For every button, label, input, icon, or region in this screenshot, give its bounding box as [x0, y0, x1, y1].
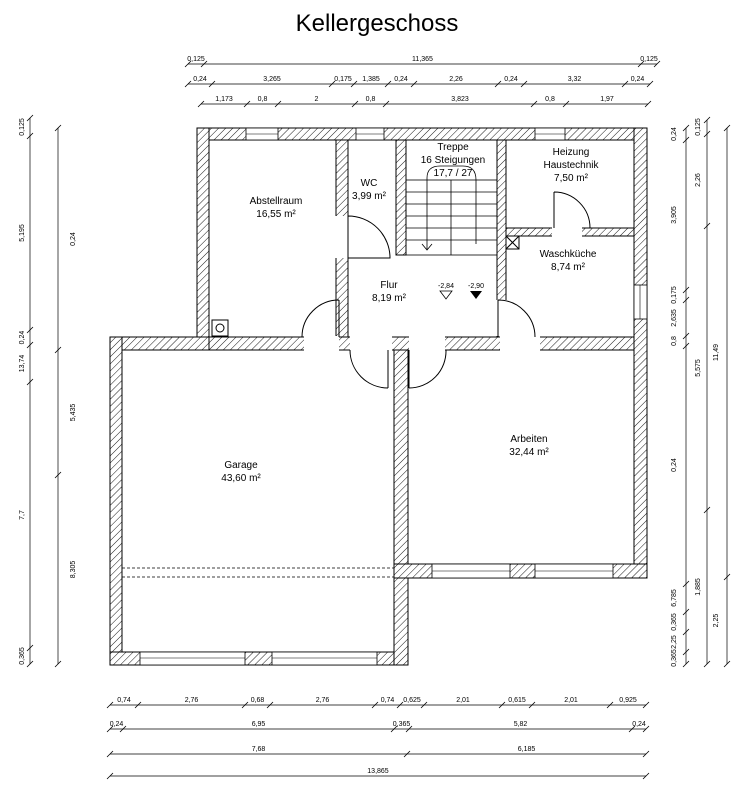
- dim-label-left2: 5,435: [70, 403, 77, 422]
- dim-label-left1: 7,7: [19, 510, 26, 520]
- window-garage-2: [272, 652, 377, 665]
- dim-label-right1: 2,635: [671, 309, 678, 327]
- room-arbeiten-name: Arbeiten: [510, 434, 548, 445]
- room-waschkueche-area: 8,74 m²: [551, 262, 585, 273]
- dim-label-bottom1: 0,615: [508, 697, 526, 704]
- dim-label-right3: 11,49: [713, 344, 720, 361]
- room-garage-area: 43,60 m²: [221, 473, 261, 484]
- room-heizung-name2: Haustechnik: [543, 160, 599, 171]
- dim-label-bottom1: 2,01: [564, 697, 578, 704]
- dim-label-bottom1: 2,01: [456, 697, 470, 704]
- wall-wc-treppe: [396, 140, 406, 255]
- dim-label-left1: 0,24: [19, 330, 26, 345]
- dim-label-right2: 1,885: [695, 578, 702, 596]
- stairs: [406, 166, 497, 255]
- dim-label-bottom1: 2,76: [184, 697, 199, 704]
- room-arbeiten-area: 32,44 m²: [509, 447, 549, 458]
- dim-label-bottom2: 5,82: [513, 721, 528, 728]
- room-treppe-name: Treppe: [437, 142, 469, 153]
- dim-label-bottom2: 0,24: [632, 721, 646, 728]
- dim-label-left1: 13,74: [19, 354, 26, 373]
- dim-label-bottom2: 0,365: [392, 721, 411, 728]
- wall-notch-top: [110, 337, 209, 350]
- dim-label-bottom2: 0,24: [109, 721, 124, 728]
- dim-label-top3: 2: [314, 96, 319, 103]
- dim-label-top3: 0,8: [365, 96, 376, 103]
- dim-label-left2: 0,24: [70, 232, 77, 246]
- dim-label-bottom1: 0,74: [380, 697, 395, 704]
- dim-label-top2: 3,32: [567, 76, 582, 83]
- room-treppe-ratio: 17,7 / 27: [433, 168, 473, 179]
- room-heizung-area: 7,50 m²: [554, 173, 588, 184]
- level-marker-filled: [470, 291, 482, 299]
- plan-title: Kellergeschoss: [295, 10, 459, 37]
- room-waschkueche-name: Waschküche: [539, 249, 597, 260]
- dim-label-right1: 0,24: [671, 127, 678, 141]
- room-treppe-steps: 16 Steigungen: [420, 155, 486, 166]
- level-upper: -2,84: [438, 283, 454, 290]
- dimension-lines: [19, 56, 730, 779]
- level-marker-open: [440, 291, 452, 299]
- room-labels: [221, 142, 599, 484]
- dim-label-bottom3: 7,68: [251, 746, 266, 753]
- window-garage-1: [140, 652, 245, 665]
- dim-label-top2: 0,175: [334, 76, 352, 83]
- dim-label-bottom1: 0,925: [619, 697, 637, 704]
- window-right: [634, 285, 647, 319]
- dim-label-top1: 0,125: [640, 56, 658, 63]
- dim-label-top2: 2,26: [449, 76, 463, 83]
- dim-label-right1: 0,365: [671, 649, 678, 667]
- dim-label-right1: 0,8: [671, 336, 678, 346]
- dim-label-left1: 5,195: [19, 224, 26, 242]
- wall-left-garage: [110, 337, 122, 665]
- room-garage-name: Garage: [224, 460, 258, 471]
- dim-label-right2: 5,575: [695, 359, 702, 377]
- dim-label-top3: 3,823: [451, 96, 469, 103]
- dim-label-bottom1: 0,68: [250, 697, 265, 704]
- wall-left-upper: [197, 128, 209, 350]
- dim-label-right1: 0,24: [671, 458, 678, 472]
- dim-label-right1: 3,905: [671, 206, 678, 224]
- dim-label-right1: 6,785: [671, 589, 678, 607]
- room-wc-name: WC: [360, 178, 378, 189]
- dim-label-top1: 0,125: [187, 56, 205, 63]
- room-wc-area: 3,99 m²: [352, 191, 386, 202]
- room-heizung-name: Heizung: [552, 147, 590, 158]
- dim-label-bottom1: 0,74: [117, 697, 131, 704]
- dim-label-right1: 2,25: [671, 635, 678, 649]
- room-abstellraum-name: Abstellraum: [249, 196, 303, 207]
- dim-label-left1: 0,365: [19, 647, 26, 665]
- dim-label-bottom1: 2,76: [315, 697, 330, 704]
- level-lower: -2,90: [468, 283, 484, 290]
- dim-label-top2: 0,24: [504, 76, 518, 83]
- dim-label-top2: 1,385: [362, 76, 380, 83]
- dim-label-left1: 0,125: [19, 118, 26, 136]
- dim-label-right1: 0,175: [671, 286, 678, 304]
- dim-label-bottom3: 6,185: [517, 746, 536, 753]
- room-flur-name: Flur: [380, 280, 398, 291]
- dim-label-left2: 8,305: [70, 560, 77, 579]
- dim-label-top3: 0,8: [257, 96, 268, 103]
- dim-label-top3: 0,8: [545, 96, 555, 103]
- room-abstellraum-area: 16,55 m²: [256, 209, 296, 220]
- dim-label-top2: 0,24: [630, 76, 645, 83]
- dim-label-bottom4: 13,865: [367, 768, 389, 775]
- garage-door-lines: [122, 568, 394, 577]
- dim-label-top2: 3,265: [263, 76, 281, 83]
- wall-right-garage: [394, 337, 408, 665]
- dim-label-right1: 0,365: [671, 613, 678, 631]
- level-markers: [438, 283, 484, 299]
- walls: [110, 128, 647, 665]
- dim-label-top3: 1,97: [600, 96, 614, 103]
- dim-label-right2: 2,26: [695, 173, 702, 187]
- dim-label-top2: 0,24: [394, 76, 408, 83]
- dim-label-top1: 11,365: [412, 56, 433, 63]
- wall-right: [634, 128, 647, 578]
- dim-label-right3: 2,25: [713, 613, 720, 628]
- dim-label-top2: 0,24: [193, 76, 207, 83]
- dim-label-bottom2: 6,95: [251, 721, 266, 728]
- dim-label-top3: 1,173: [215, 96, 233, 103]
- dim-label-bottom1: 0,625: [403, 697, 421, 704]
- room-flur-area: 8,19 m²: [372, 293, 406, 304]
- dim-label-right2: 0,125: [695, 118, 702, 136]
